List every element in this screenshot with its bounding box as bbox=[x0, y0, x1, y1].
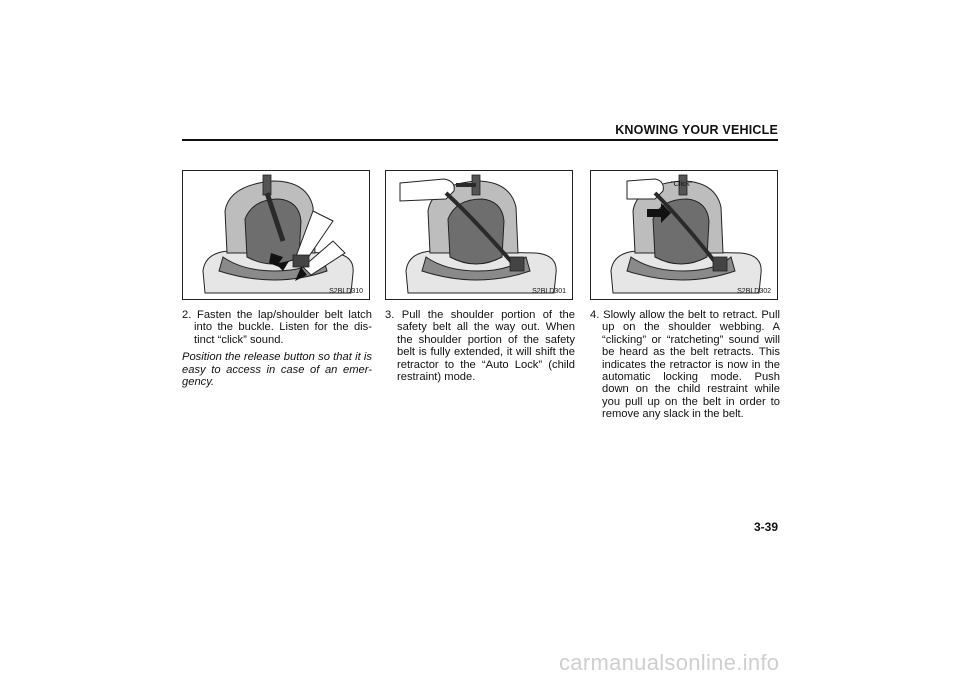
figure-code: S2BLD302 bbox=[737, 288, 771, 295]
click-callout: “Click” bbox=[671, 179, 693, 188]
instruction-column-3 bbox=[590, 309, 780, 421]
page-number: 3-39 bbox=[753, 520, 778, 534]
child-seat-retract-illustration bbox=[591, 171, 778, 300]
step-2-text: 2. Fasten the lap/shoulder belt latch into the buckle. Listen for the dis- tinct “click” sound. bbox=[182, 309, 372, 346]
section-title: KNOWING YOUR VEHICLE bbox=[615, 123, 778, 137]
figure-buckle-latch bbox=[182, 170, 370, 300]
figure-retract-belt bbox=[590, 170, 778, 300]
step-4-text: 4. Slowly allow the belt to retract. Pull up on the shoulder webbing. A “clicking” or “ratcheting” sound will be heard as the belt retracts. This indicates the retractor is now in the automatic locking mode. Push down on the child restraint while you pull up on the belt in order to remove any slack in the belt. bbox=[590, 309, 780, 421]
instruction-column-2 bbox=[385, 309, 575, 383]
figure-code: S2BLD301 bbox=[532, 288, 566, 295]
watermark: carmanualsonline.info bbox=[559, 650, 780, 675]
figure-pull-belt bbox=[385, 170, 573, 300]
instruction-column-1 bbox=[182, 309, 372, 388]
figure-code: S2BLD310 bbox=[329, 288, 363, 295]
step-2-note: Position the release button so that it is easy to access in case of an emer- gency. bbox=[182, 351, 372, 389]
child-seat-pull-belt-illustration bbox=[386, 171, 573, 300]
header-rule bbox=[182, 139, 778, 141]
child-seat-buckle-illustration bbox=[183, 171, 370, 300]
step-3-text: 3. Pull the shoulder portion of the safety belt all the way out. When the shoulder portion of the safety belt is fully extended, it will shift the retractor to the “Auto Lock” (child restraint) mode. bbox=[385, 309, 575, 384]
